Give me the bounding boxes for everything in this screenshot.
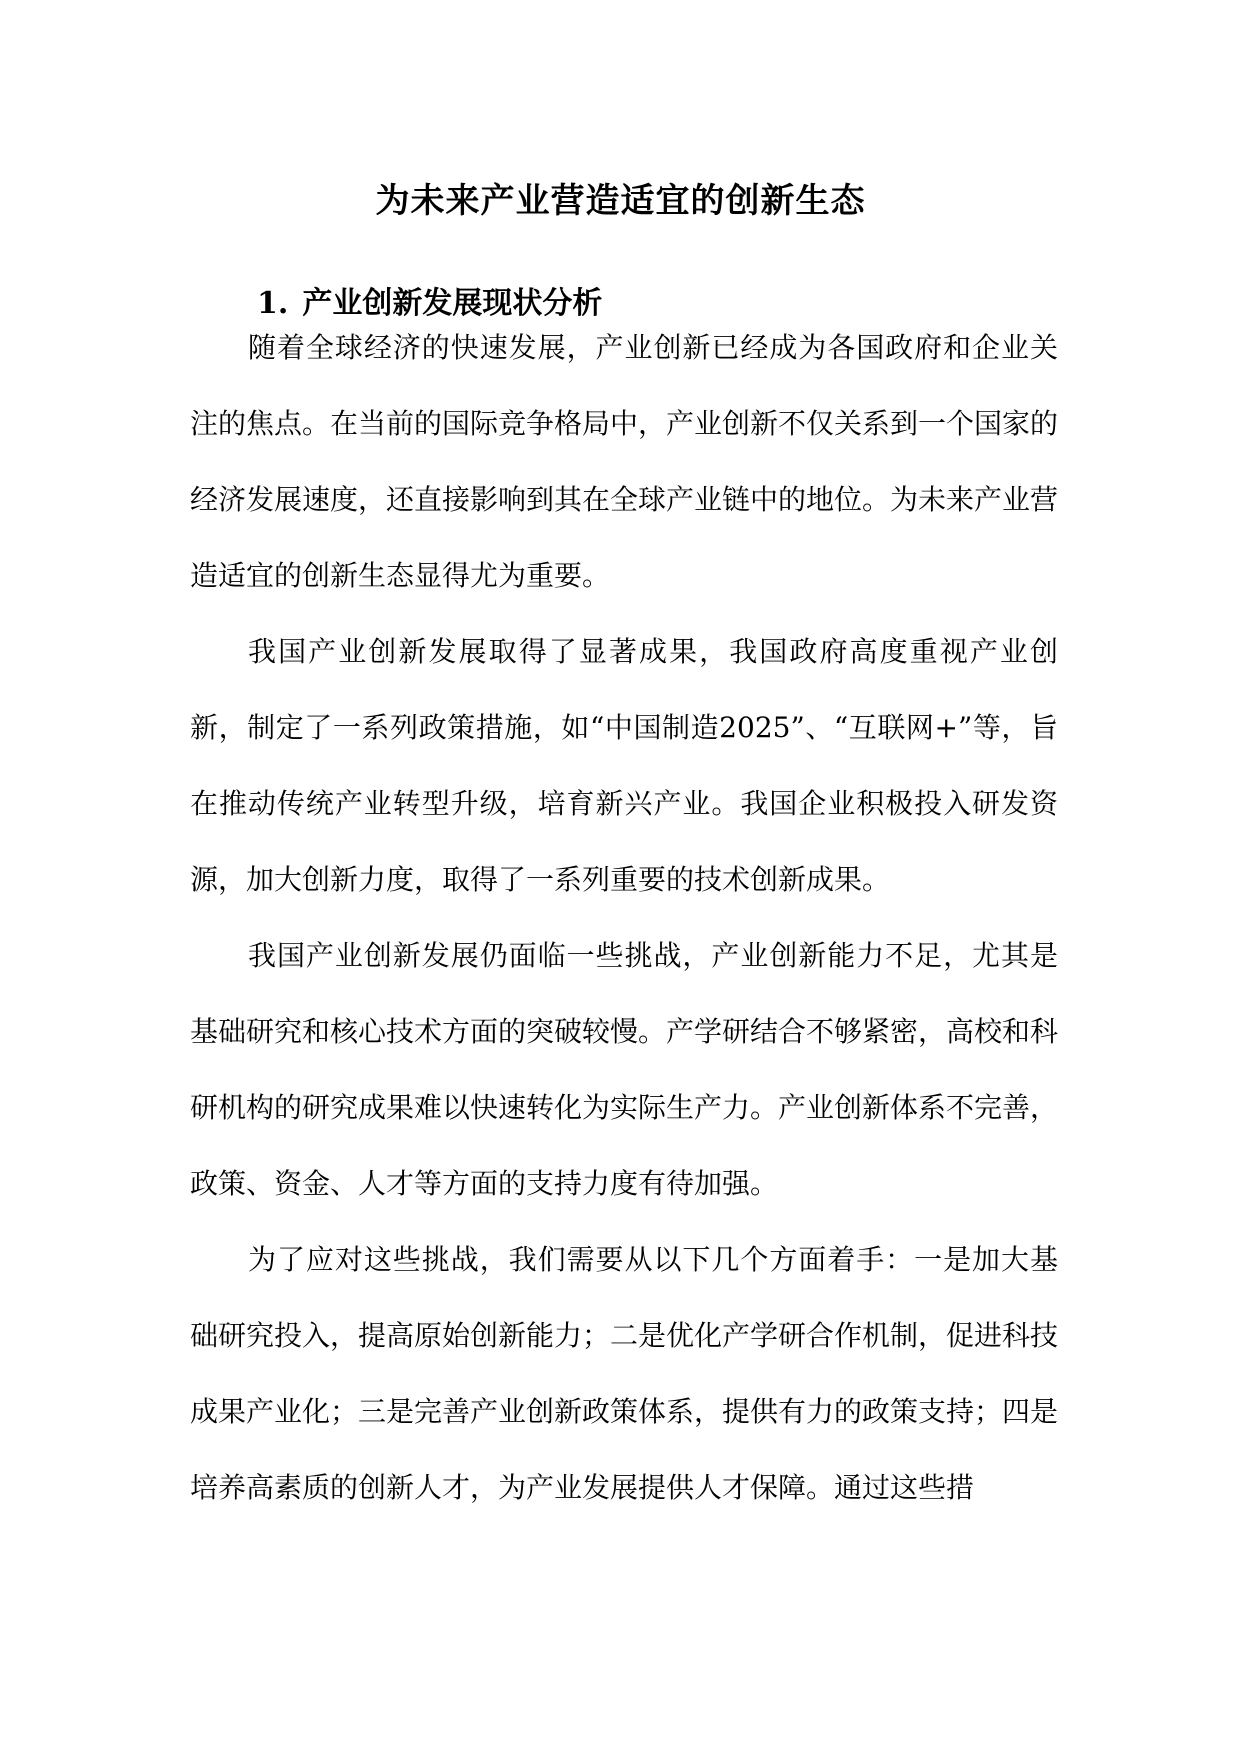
body-text <box>190 310 1058 614</box>
paragraph-4: 为了应对这些挑战，我们需要从以下几个方面着手：一是加大基础研究投入，提高原始创新能力；二是优化产学研合作机制，促进科技成果产业化；三是完善产业创新政策体系，提供有力的政策支持；四是培养高素质的创新人才，为产业发展提供人才保障。通过这些措 <box>190 1243 1059 1504</box>
paragraph-1: 随着全球经济的快速发展，产业创新已经成为各国政府和企业关注的焦点。在当前的国际竞争格局中，产业创新不仅关系到一个国家的经济发展速度，还直接影响到其在全球产业链中的地位。为未来产业营造适宜的创新生态显得尤为重要。 <box>190 331 1059 592</box>
section-heading-text: 产业创新发展现状分析 <box>302 286 603 321</box>
section-number: 1. <box>257 286 289 321</box>
body-text <box>190 918 1058 1222</box>
paragraph-3: 我国产业创新发展仍面临一些挑战，产业创新能力不足，尤其是基础研究和核心技术方面的突破较慢。产学研结合不够紧密，高校和科研机构的研究成果难以快速转化为实际生产力。产业创新体系不完善，政策、资金、人才等方面的支持力度有待加强。 <box>190 939 1059 1200</box>
body-text <box>190 614 1058 918</box>
body-text <box>190 1222 1058 1526</box>
paragraph-2: 我国产业创新发展取得了显著成果，我国政府高度重视产业创新，制定了一系列政策措施，如“中国制造2025”、“互联网+”等，旨在推动传统产业转型升级，培育新兴产业。我国企业积极投入研发资源，加大创新力度，取得了一系列重要的技术创新成果。 <box>190 635 1058 896</box>
page-title: 为未来产业营造适宜的创新生态 <box>375 180 866 221</box>
